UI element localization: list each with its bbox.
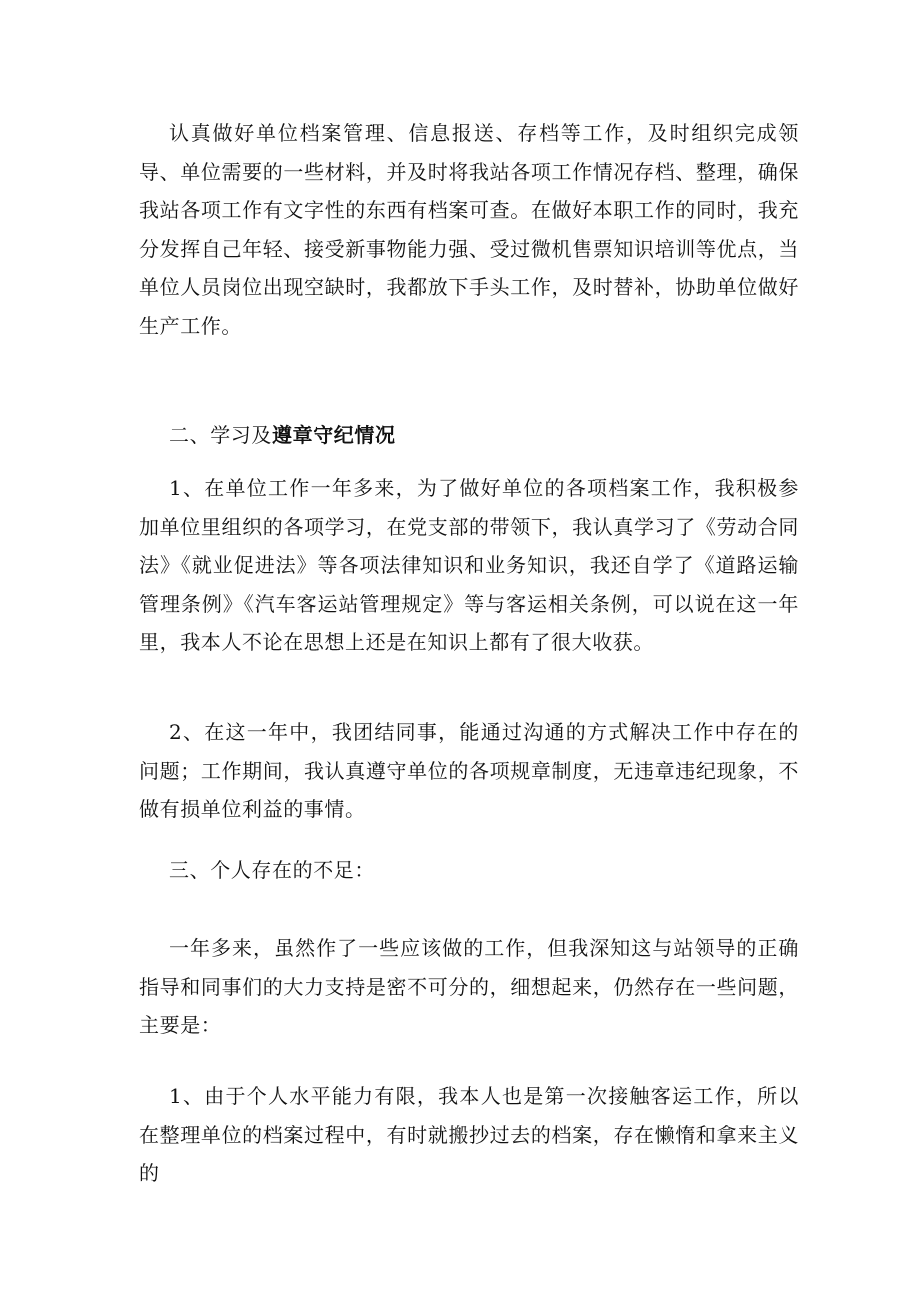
paragraph-shortcoming-1: 1、由于个人水平能力有限，我本人也是第一次接触客运工作，所以在整理单位的档案过程中，有时就搬抄过去的档案，存在懒惰和拿来主义的 [139, 1084, 799, 1185]
heading-bold-part: 遵章守纪情况 [272, 423, 396, 447]
paragraph-discipline-2: 2、在这一年中，我团结同事，能通过沟通的方式解决工作中存在的问题；工作期间，我认真遵守单位的各项规章制度，无违章违纪现象，不做有损单位利益的事情。 [139, 720, 799, 821]
paragraph-study-1: 1、在单位工作一年多来，为了做好单位的各项档案工作，我积极参加单位里组织的各项学习，在党支部的带领下，我认真学习了《劳动合同法》《就业促进法》等各项法律知识和业务知识，我还自学了《道路运输管理条例》《汽车客运站管理规定》等与客运相关条例，可以说在这一年里，我本人不论在思想上还是在知识上都有了很大收获。 [139, 476, 799, 654]
section-heading-study-discipline [169, 416, 396, 454]
paragraph-shortcomings-intro: 一年多来，虽然作了一些应该做的工作，但我深知这与站领导的正确指导和同事们的大力支持是密不可分的，细想起来，仍然存在一些问题，主要是： [139, 936, 799, 1037]
heading-prefix: 二、学习及 [169, 423, 272, 447]
section-heading-shortcomings: 三、个人存在的不足： [169, 858, 375, 882]
paragraph-archive-work: 认真做好单位档案管理、信息报送、存档等工作，及时组织完成领导、单位需要的一些材料，并及时将我站各项工作情况存档、整理，确保我站各项工作有文字性的东西有档案可查。在做好本职工作的同时，我充分发挥自己年轻、接受新事物能力强、受过微机售票知识培训等优点，当单位人员岗位出现空缺时，我都放下手头工作，及时替补，协助单位做好生产工作。 [139, 121, 799, 338]
